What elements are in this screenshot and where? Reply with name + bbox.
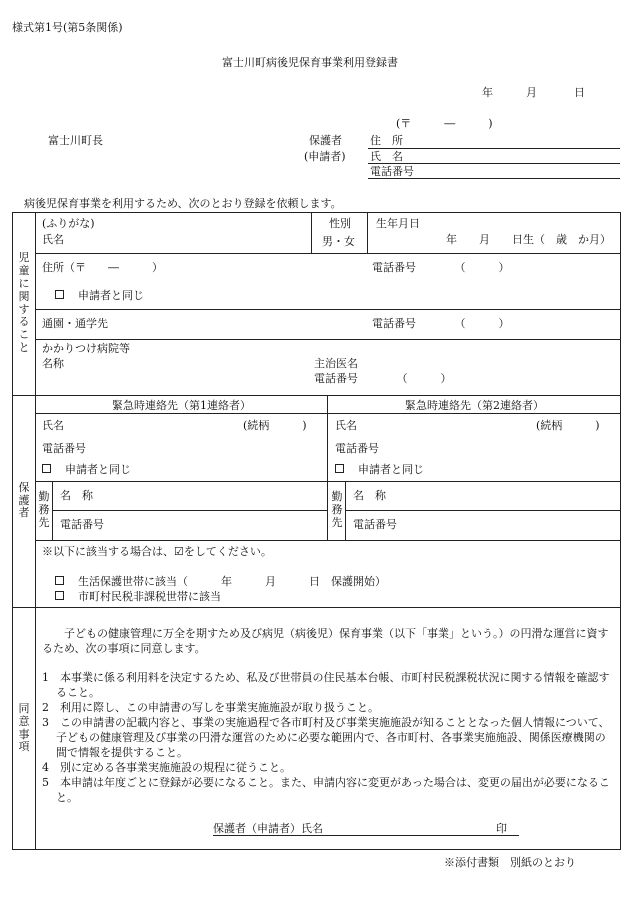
contact2-work-name-label: 名 称 (353, 489, 386, 502)
applicant-name-line[interactable] (368, 163, 620, 164)
child-furigana-label: (ふりがな) (42, 217, 95, 230)
contact1-phone-label: 電話番号 (42, 442, 86, 455)
child-row-divider-1 (35, 253, 620, 254)
table-border-bottom (12, 849, 620, 850)
contact1-work-label: 勤 務 先 (38, 490, 50, 529)
child-sex-label: 性別 (329, 217, 351, 230)
section-divider-consent (12, 607, 620, 608)
guardian-header-divider (35, 413, 620, 414)
contact2-work-label: 勤 務 先 (331, 490, 343, 529)
tax-exempt-checkbox[interactable] (55, 591, 64, 600)
date-year: 年 (482, 86, 493, 99)
child-clinic-label: かかりつけ病院等 (42, 342, 130, 355)
date-day: 日 (574, 86, 585, 99)
addressee: 富士川町長 (48, 134, 103, 147)
consent-item-1: 1 本事業に係る利用料を決定するため、私及び世帯員の住民基本台帳、市町村民税課税状況に関する情報を確認すること。 (42, 671, 610, 699)
child-clinic-name-label: 名称 (42, 357, 64, 370)
signature-label: 保護者（申請者）氏名 (213, 822, 323, 835)
child-row-divider-3 (35, 339, 620, 340)
guardian-section-label: 保 護 者 (18, 480, 30, 520)
guardian-work-divider (35, 481, 620, 482)
contact1-relation-label: (続柄 ) (243, 419, 307, 432)
applicant-address-label: 住 所 (370, 134, 403, 147)
applicant-label-sub: (申請者) (304, 150, 346, 163)
child-doctor-label: 主治医名 (314, 357, 358, 370)
work-row-divider-1 (52, 510, 327, 511)
child-school-phone-label: 電話番号 （ ） (372, 317, 510, 330)
contact2-same-label: 申請者と同じ (358, 463, 424, 476)
consent-section-label: 同 意 事 項 (18, 701, 30, 754)
signature-line[interactable] (213, 835, 519, 836)
child-same-checkbox[interactable] (55, 290, 64, 299)
form-number: 様式第1号(第5条関係) (12, 21, 123, 34)
contact1-work-phone-label: 電話番号 (60, 518, 104, 531)
table-border-right (620, 212, 621, 850)
consent-item-3: 3 この申請書の記載内容と、事業の実施過程で各市町村及び事業実施施設が知ることとなった個人情報について、子どもの健康管理及び事業の円滑な運営のために必要な範囲内で、各市町村、各事業実施施設、関係医療機関の間で情報を提供すること。 (42, 716, 610, 759)
child-clinic-phone-label: 電話番号 （ ） (314, 372, 452, 385)
consent-intro: 子どもの健康管理に万全を期すため及び病児（病後児）保育事業（以下「事業」という。）の円滑な運営に資するため、次の事項に同意します。 (42, 627, 609, 655)
consent-item-4: 4 別に定める各事業実施施設の規程に従うこと。 (42, 761, 291, 774)
child-section-label: 児 童 に 関 す る こ と (18, 250, 30, 355)
contact2-name-label: 氏名 (335, 419, 357, 432)
applicant-name-label: 氏 名 (370, 150, 403, 163)
contact2-same-checkbox[interactable] (335, 464, 344, 473)
work-row-divider-2 (345, 510, 620, 511)
contact1-name-label: 氏名 (42, 419, 64, 432)
contact1-same-checkbox[interactable] (42, 464, 51, 473)
consent-item-2: 2 利用に際し、この申請書の写しを事業実施施設が取り扱うこと。 (42, 701, 379, 714)
page-title: 富士川町病後児保育事業利用登録書 (222, 56, 398, 69)
child-sex-divider-left (311, 212, 312, 253)
contact1-work-name-label: 名 称 (60, 489, 93, 502)
child-sex-divider-right (367, 212, 368, 253)
guardian-center-divider (327, 395, 328, 540)
guardian-note-divider (35, 540, 620, 541)
child-same-label: 申請者と同じ (78, 289, 144, 302)
section-divider-guardian (12, 395, 620, 396)
contact1-same-label: 申請者と同じ (65, 463, 131, 476)
guardian-note: ※以下に該当する場合は、☑をしてください。 (42, 545, 272, 558)
seal-mark: 印 (496, 822, 507, 835)
welfare-label: 生活保護世帯に該当（ 年 月 日 保護開始） (78, 575, 386, 588)
date-month: 月 (526, 86, 537, 99)
child-row-divider-2 (35, 309, 620, 310)
contact2-work-phone-label: 電話番号 (353, 518, 397, 531)
child-phone-label: 電話番号 （ ） (372, 261, 510, 274)
child-birthdate-label: 生年月日 (376, 217, 420, 230)
child-address-label: 住所（〒 ― ） (42, 261, 163, 274)
applicant-address-line[interactable] (368, 148, 620, 149)
contact1-header: 緊急時連絡先（第1連絡者） (112, 399, 251, 412)
child-birthdate-format: 年 月 日生（ 歳 か月） (446, 233, 611, 246)
contact2-header: 緊急時連絡先（第2連絡者） (405, 399, 544, 412)
child-name-label: 氏名 (42, 233, 64, 246)
applicant-phone-line[interactable] (368, 178, 620, 179)
consent-item-5: 5 本申請は年度ごとに登録が必要になること。また、申請内容に変更があった場合は、変更の届出が必要になること。 (42, 776, 610, 804)
applicant-phone-label: 電話番号 (370, 165, 414, 178)
applicant-label: 保護者 (309, 134, 342, 147)
contact2-relation-label: (続柄 ) (536, 419, 600, 432)
applicant-postal: (〒 ― ) (396, 117, 493, 130)
child-sex-options[interactable]: 男・女 (322, 235, 355, 248)
attachment-note: ※添付書類 別紙のとおり (444, 856, 576, 869)
welfare-checkbox[interactable] (55, 576, 64, 585)
tax-exempt-label: 市町村民税非課税世帯に該当 (78, 590, 221, 603)
intro-text: 病後児保育事業を利用するため、次のとおり登録を依頼します。 (24, 197, 342, 210)
contact2-phone-label: 電話番号 (335, 442, 379, 455)
table-border-top (12, 212, 620, 213)
child-school-label: 通園・通学先 (42, 317, 108, 330)
